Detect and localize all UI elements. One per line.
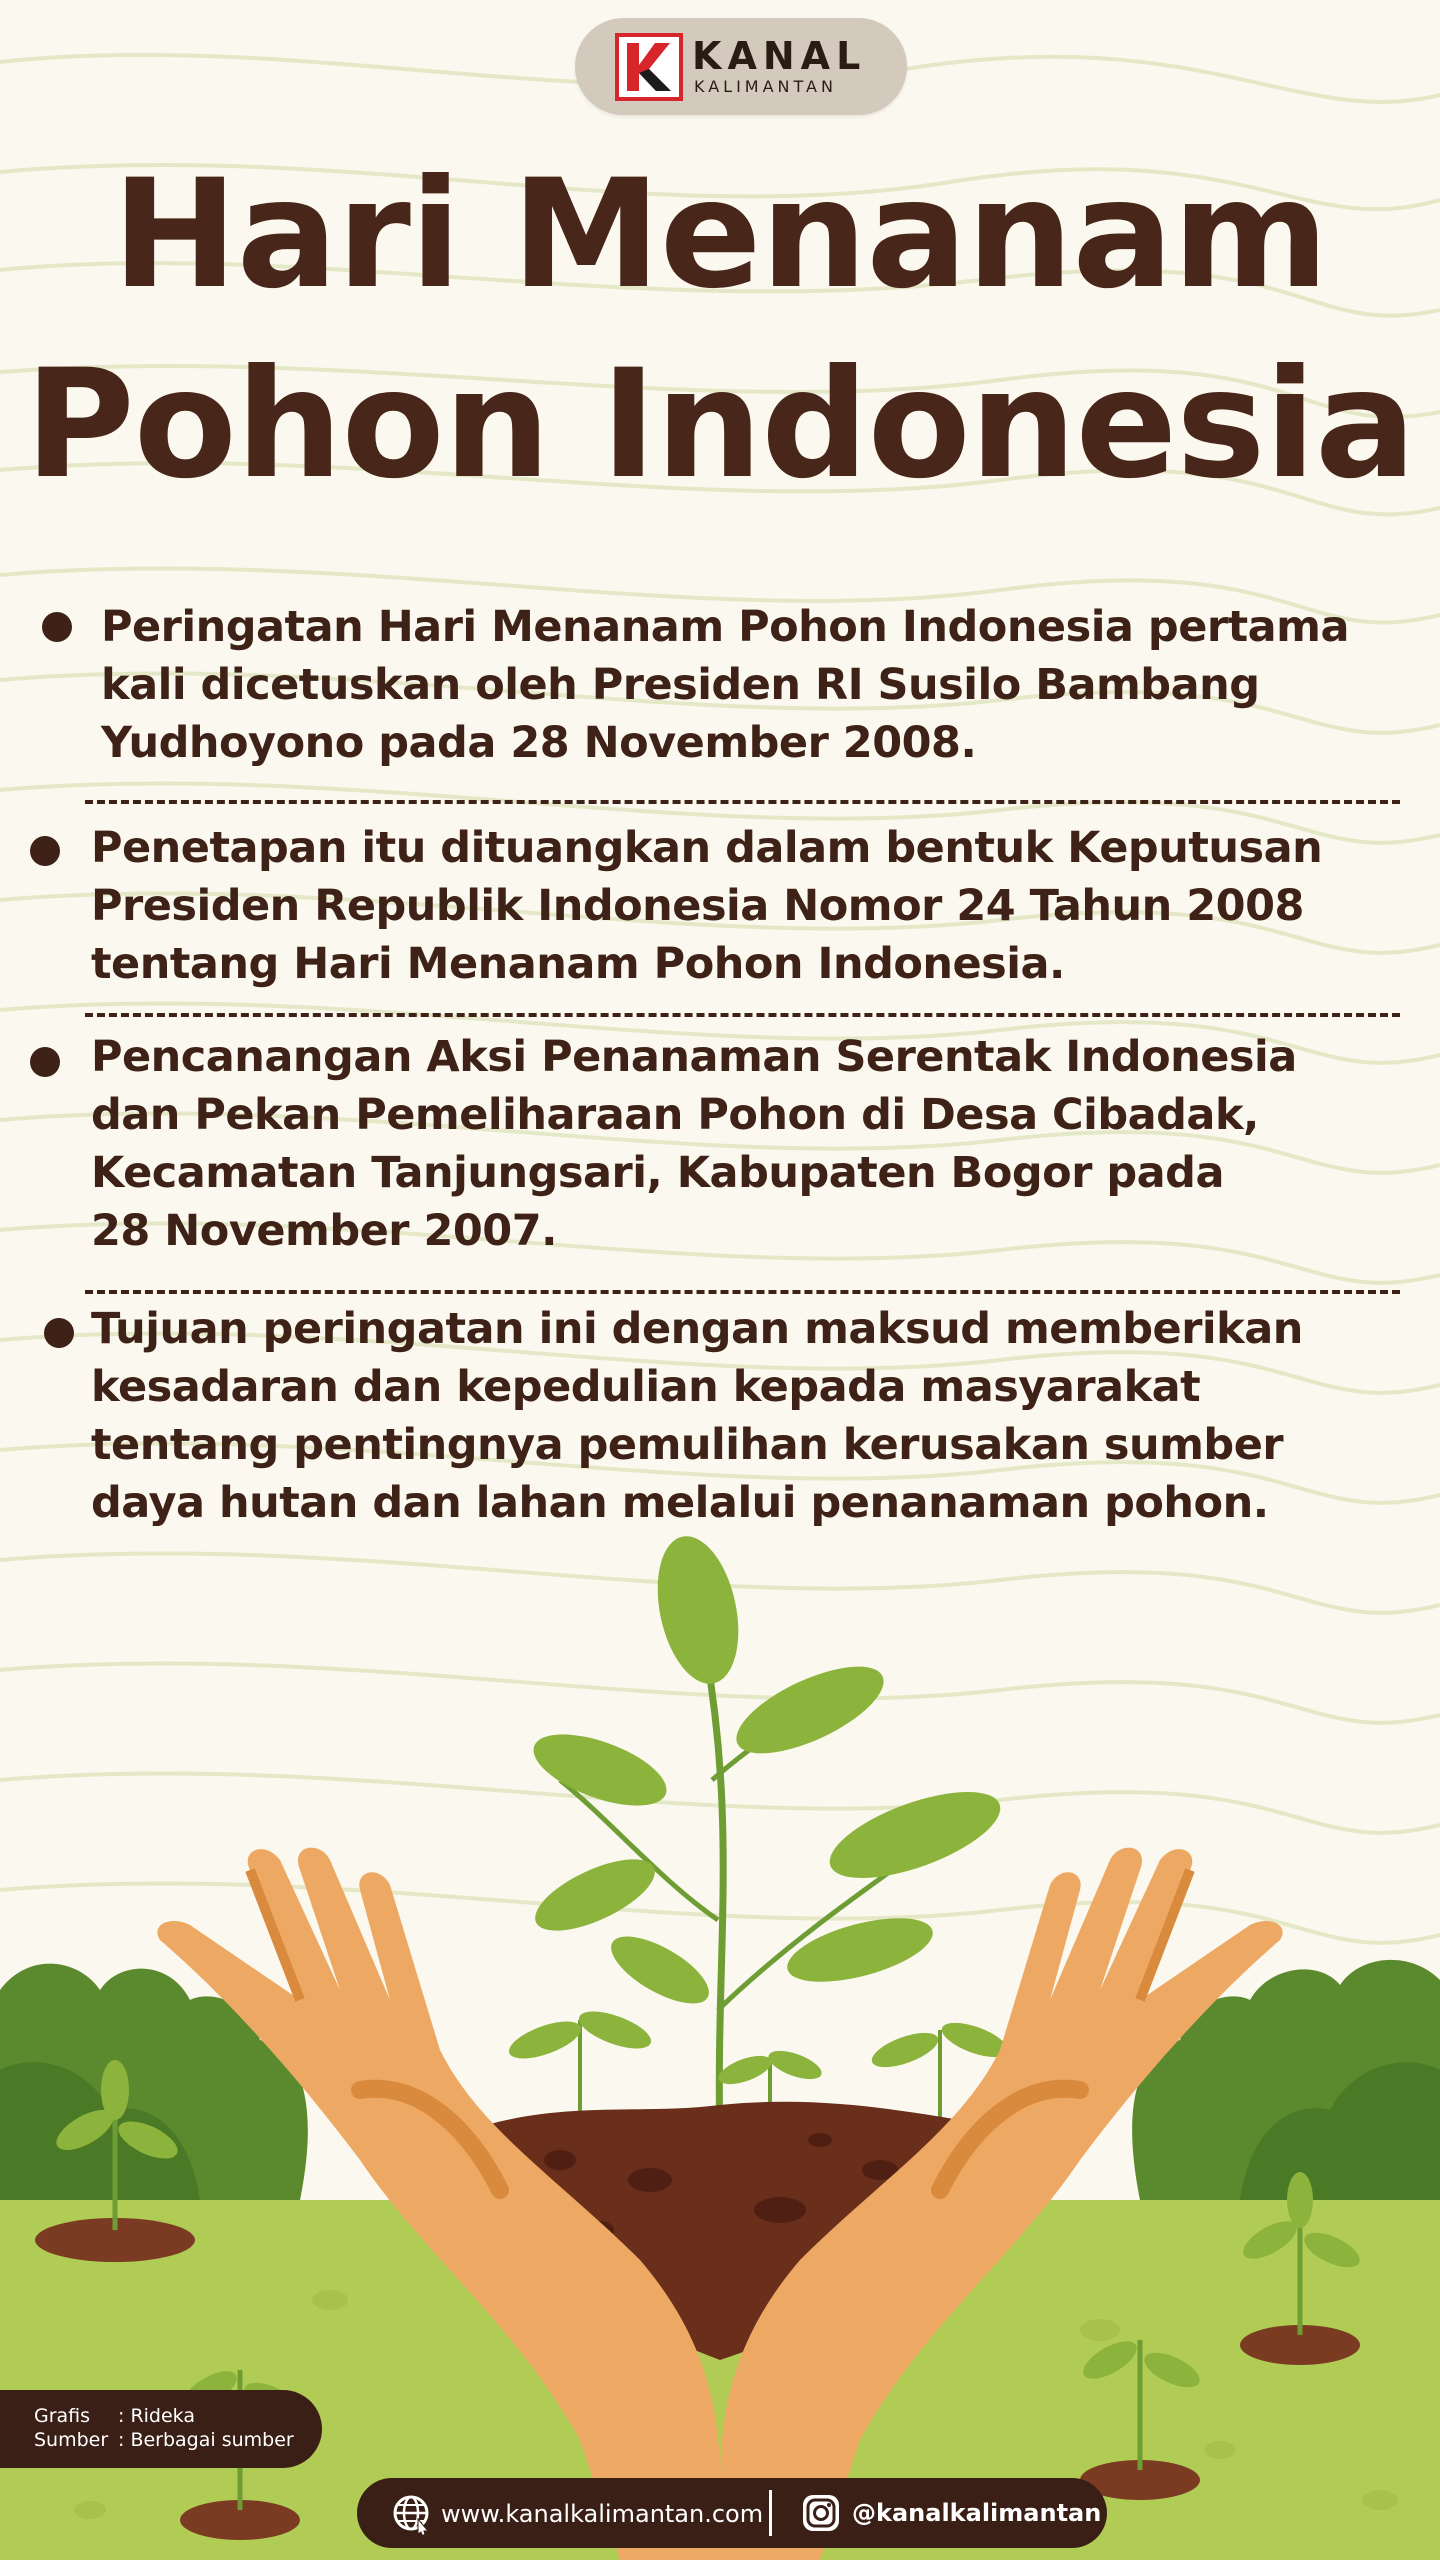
kanal-kalimantan-logo <box>575 18 907 115</box>
bullet-line: Penetapan itu dituangkan dalam bentuk Keputusan <box>91 823 1323 873</box>
credit-grafis <box>34 2404 195 2428</box>
page-title-line-2: Pohon Indonesia <box>24 338 1416 512</box>
kanal-k-logo-icon <box>615 33 683 101</box>
bullet-line: Peringatan Hari Menanam Pohon Indonesia pertama <box>101 602 1349 652</box>
page-title-line-1: Hari Menanam <box>112 148 1328 322</box>
bullet-line: tentang pentingnya pemulihan kerusakan sumber <box>91 1420 1284 1470</box>
plant-sprout <box>505 1530 1013 2140</box>
bullet-item-2 <box>91 819 1322 993</box>
bullet-line: 28 November 2007. <box>91 1206 557 1256</box>
credit-grafis-value: : Rideka <box>118 2405 195 2427</box>
dashed-divider <box>85 1290 1400 1294</box>
dashed-divider <box>85 800 1400 804</box>
bullet-icon <box>44 1318 74 1348</box>
logo-subtitle: KALIMANTAN <box>694 77 837 96</box>
bullet-line: kali dicetuskan oleh Presiden RI Susilo Bambang <box>101 660 1260 710</box>
credits-badge <box>0 2390 322 2468</box>
bullet-line: dan Pekan Pemeliharaan Pohon di Desa Cibadak, <box>91 1090 1259 1140</box>
bullet-icon <box>30 1047 60 1077</box>
footer-separator <box>769 2490 772 2536</box>
bullet-item-4 <box>91 1300 1303 1532</box>
credit-sumber-value: : Berbagai sumber <box>118 2429 294 2451</box>
bullet-line: Tujuan peringatan ini dengan maksud memberikan <box>91 1304 1303 1354</box>
website-link[interactable]: www.kanalkalimantan.com <box>441 2500 764 2528</box>
instagram-handle[interactable]: @kanalkalimantan <box>852 2499 1102 2527</box>
credit-grafis-label: Grafis <box>34 2405 91 2427</box>
bullet-line: Yudhoyono pada 28 November 2008. <box>101 718 977 768</box>
bullet-item-3 <box>91 1028 1297 1260</box>
globe-icon <box>391 2493 433 2535</box>
bullet-icon <box>42 612 72 642</box>
footer-bar <box>357 2478 1107 2548</box>
bullet-item-1 <box>101 598 1349 772</box>
credit-sumber-label: Sumber <box>34 2429 109 2451</box>
bullet-line: tentang Hari Menanam Pohon Indonesia. <box>91 939 1065 989</box>
bullet-icon <box>30 836 60 866</box>
bullet-line: Pencanangan Aksi Penanaman Serentak Indonesia <box>91 1032 1297 1082</box>
logo-wordmark: KANAL <box>692 34 867 78</box>
bullet-line: Presiden Republik Indonesia Nomor 24 Tahun 2008 <box>91 881 1304 931</box>
dashed-divider <box>85 1013 1400 1017</box>
instagram-icon <box>800 2492 842 2534</box>
credit-sumber <box>34 2428 294 2452</box>
bullet-line: kesadaran dan kepedulian kepada masyarakat <box>91 1362 1201 1412</box>
bullet-line: Kecamatan Tanjungsari, Kabupaten Bogor pada <box>91 1148 1224 1198</box>
bullet-line: daya hutan dan lahan melalui penanaman pohon. <box>91 1478 1269 1528</box>
